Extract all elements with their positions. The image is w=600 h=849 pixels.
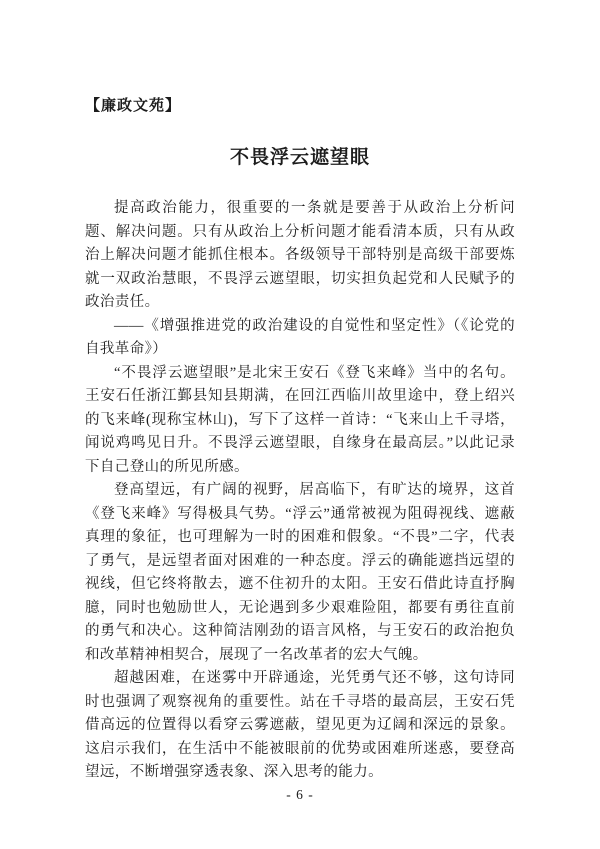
body-paragraph-attribution: ——《增强推进党的政治建设的自觉性和坚定性》（《论党的自我革命》） bbox=[85, 317, 515, 357]
section-header: 【廉政文苑】 bbox=[85, 98, 182, 114]
body-paragraph-analysis: 登高望远，有广阔的视野，居高临下，有旷达的境界，这首《登飞来峰》写得极具气势。“浮云”通常被视为阻碍视线、遮蔽真理的象征，也可理解为一时的困难和假象。“不畏”二字，代表了勇气，是远望者面对困难的一种态度。浮云的确能遮挡远望的视线，但它终将散去，遮不住初升的太阳。王安石借此诗直抒胸臆，同时也勉励世人，无论遇到多少艰难险阻，都要有勇往直前的勇气和决心。这种简洁刚劲的语言风格，与王安石的政治抱负和改革精神相契合，展现了一名改革者的宏大气魄。 bbox=[85, 482, 515, 663]
body-paragraph-quote: 提高政治能力，很重要的一条就是要善于从政治上分析问题、解决问题。只有从政治上分析问题才能看清本质，只有从政治上解决问题才能抓住根本。各级领导干部特别是高级干部要炼就一双政治慧眼，不畏浮云遮望眼，切实担负起党和人民赋予的政治责任。 bbox=[85, 200, 515, 310]
body-paragraph-origin: “不畏浮云遮望眼”是北宋王安石《登飞来峰》当中的名句。王安石任浙江鄞县知县期满，在回江西临川故里途中，登上绍兴的飞来峰(现称宝林山)，写下了这样一首诗：“飞来山上千寻塔，闻说鸡鸣见日升。不畏浮云遮望眼，自缘身在最高层。”以此记录下自己登山的所见所感。 bbox=[85, 364, 515, 475]
document-body bbox=[85, 197, 515, 785]
page-number: - 6 - bbox=[286, 787, 314, 802]
page-title: 不畏浮云遮望眼 bbox=[229, 147, 370, 168]
body-paragraph-conclusion: 超越困难，在迷雾中开辟通途，光凭勇气还不够，这句诗同时也强调了观察视角的重要性。站在千寻塔的最高层，王安石凭借高远的位置得以看穿云雾遮蔽，望见更为辽阔和深远的景象。这启示我们，在生活中不能被眼前的优势或困难所迷惑，要登高望远，不断增强穿透表象、深入思考的能力。 bbox=[85, 670, 515, 780]
